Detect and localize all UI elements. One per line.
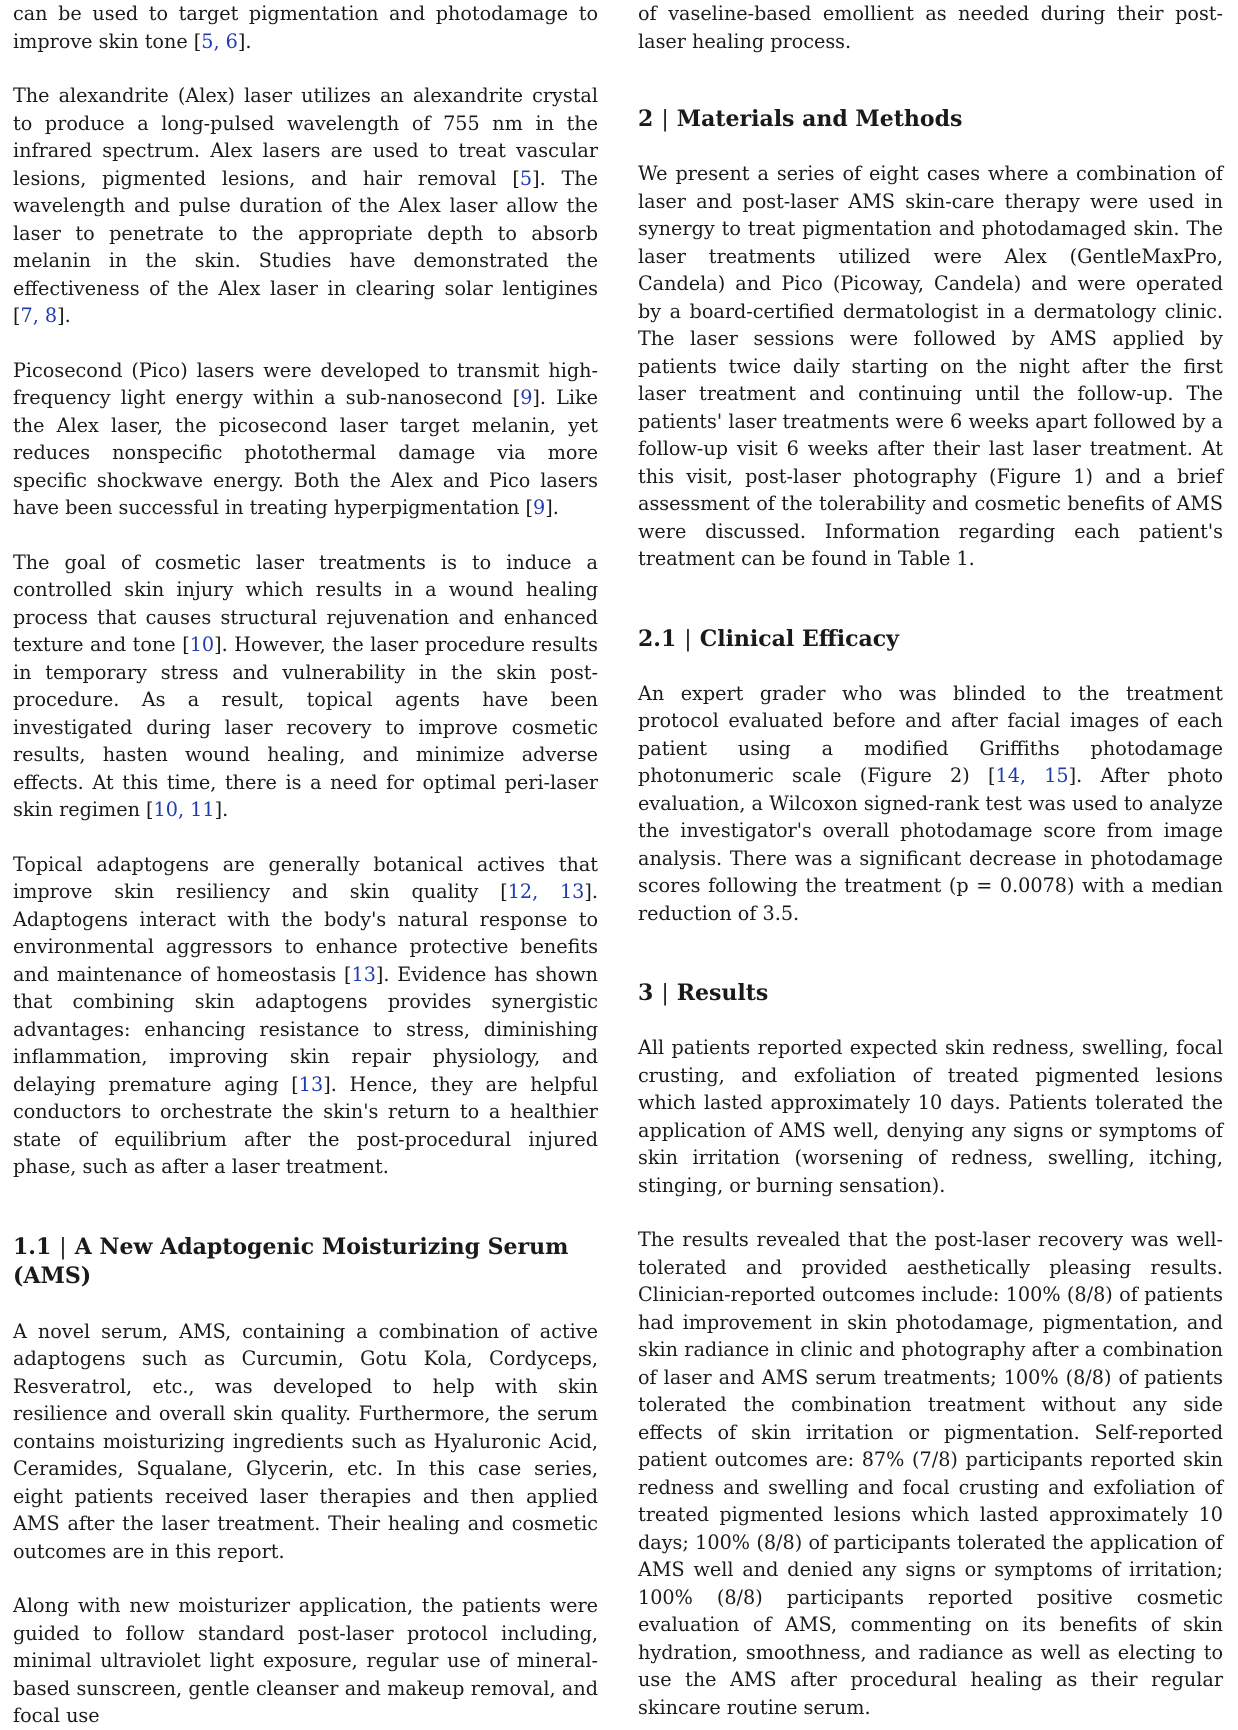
section-heading-2: 2 | Materials and Methods: [638, 106, 963, 132]
paragraph-adaptogens: Topical adaptogens are generally botanical actives that improve skin resiliency and skin quality [12, 13]. Adaptogens interact with the body's natural response to environmental aggressors to enhance protective benefits and maintenance of homeostasis [13]. Evidence has shown that combining skin adaptogens provides synergistic advantages: enhancing resistance to stress, diminishing inflammation, improving skin repair physiology, and delaying premature aging [13]. Hence, they are helpful conductors to orchestrate the skin's return to a healthier state of equilibrium after the post-procedural injured phase, such as after a laser treatment.: [13, 852, 598, 1178]
paragraph-pico-laser: Picosecond (Pico) lasers were developed to transmit high-frequency light energy within a sub-nanosecond [9]. Like the Alex laser, the picosecond laser target melanin, yet reduces nonspecific photothermal damage via more specific shockwave energy. Both the Alex and Pico lasers have been successful in treating hyperpigmentation [9].: [13, 358, 599, 519]
citation-reference[interactable]: 12, 13: [507, 880, 585, 903]
left-column: [13, 0, 598, 1730]
section-heading-3: 3 | Results: [638, 980, 769, 1006]
citation-reference[interactable]: 14, 15: [995, 764, 1069, 787]
citation-reference[interactable]: 10: [189, 633, 215, 656]
citation-reference[interactable]: 10, 11: [153, 798, 215, 821]
paragraph-results-tolerance: All patients reported expected skin redness, swelling, focal crusting, and exfoliation of treated pigmented lesions which lasted approximately 10 days. Patients tolerated the application of AMS well, denying any signs or symptoms of skin irritation (worsening of redness, swelling, itching, stinging, or burning sensation).: [638, 1036, 1223, 1197]
citation-reference[interactable]: 7, 8: [20, 304, 58, 327]
section-title: Materials and Methods: [676, 106, 963, 132]
section-number: 3: [638, 980, 654, 1006]
section-title: Results: [676, 980, 769, 1006]
section-number: 1.1: [13, 1233, 52, 1260]
right-column: [638, 0, 1223, 1721]
paragraph-alex-laser: The alexandrite (Alex) laser utilizes an alexandrite crystal to produce a long-pulsed wavelength of 755 nm in the infrared spectrum. Alex lasers are used to treat vascular lesions, pigmented lesions, and hair removal [5]. The wavelength and pulse duration of the Alex laser allow the laser to penetrate to the appropriate depth to absorb melanin in the skin. Studies have demonstrated the effectiveness of the Alex laser in clearing solar lentigines [7, 8].: [13, 84, 598, 327]
paragraph-ams-serum: A novel serum, AMS, containing a combination of active adaptogens such as Curcumin, Gotu Kola, Cordyceps, Resveratrol, etc., was developed to help with skin resilience and overall skin quality. Furthermore, the serum contains moisturizing ingredients such as Hyaluronic Acid, Ceramides, Squalane, Glycerin, etc. In this case series, eight patients received laser therapies and then applied AMS after the laser treatment. Their healing and cosmetic outcomes are in this report.: [13, 1319, 598, 1563]
paragraph-intro-tail: can be used to target pigmentation and photodamage to improve skin tone [5, 6].: [13, 2, 598, 53]
citation-reference[interactable]: 9: [532, 496, 546, 519]
paragraph-results-outcomes: The results revealed that the post-laser recovery was well-tolerated and provided aesthetically pleasing results. Clinician-reported outcomes include: 100% (8/8) of patients had improvement in skin photodamage, pigmentation, and skin radiance in clinic and photography after a combination of laser and AMS serum treatments; 100% (8/8) of patients tolerated the combination treatment without any side effects of skin irritation or pigmentation. Self-reported patient outcomes are: 87% (7/8) participants reported skin redness and swelling and focal crusting and exfoliation of treated pigmented lesions which lasted approximately 10 days; 100% (8/8) of participants tolerated the application of AMS well and denied any signs or symptoms of irritation; 100% (8/8) participants reported positive cosmetic evaluation of AMS, commenting on its benefits of skin hydration, smoothness, and radiance as well as electing to use the AMS after procedural healing as their regular skincare routine serum.: [638, 1228, 1223, 1719]
paragraph-methods: We present a series of eight cases where a combination of laser and post-laser AMS skin-care therapy were used in synergy to treat pigmentation and photodamaged skin. The laser treatments utilized were Alex (GentleMaxPro, Candela) and Pico (Picoway, Candela) and were operated by a board-certified dermatologist in a dermatology clinic. The laser sessions were followed by AMS applied by patients twice daily starting on the night after the first laser treatment and continuing until the follow-up. The patients' laser treatments were 6 weeks apart followed by a follow-up visit 6 weeks after their last laser treatment. At this visit, post-laser photography (Figure 1) and a brief assessment of the tolerability and cosmetic benefits of AMS were discussed. Information regarding each patient's treatment can be found in Table 1.: [638, 162, 1223, 570]
citation-reference[interactable]: 5, 6: [201, 29, 238, 53]
section-heading-1-1: 1.1 | A New Adaptogenic Moisturizing Serum (AMS): [13, 1233, 569, 1289]
paragraph-clinical-efficacy: An expert grader who was blinded to the treatment protocol evaluated before and after facial images of each patient using a modified Griffiths photodamage photonumeric scale (Figure 2) [14, 15]. After photo evaluation, a Wilcoxon signed-rank test was used to analyze the investigator's overall photodamage score from image analysis. There was a significant decrease in photodamage scores following the treatment (p = 0.0078) with a median reduction of 3.5.: [638, 681, 1223, 925]
section-number: 2.1: [638, 625, 677, 652]
citation-reference[interactable]: 5: [519, 166, 533, 190]
citation-reference[interactable]: 13: [351, 962, 376, 986]
paragraph-cosmetic-goal: The goal of cosmetic laser treatments is to induce a controlled skin injury which results in a wound healing process that causes structural rejuvenation and enhanced texture and tone [10]. However, the laser procedure results in temporary stress and vulnerability in the skin post-procedure. As a result, topical agents have been investigated during laser recovery to improve cosmetic results, hasten wound healing, and minimize adverse effects. At this time, there is a need for optimal peri-laser skin regimen [10, 11].: [13, 550, 598, 821]
section-title: A New Adaptogenic Moisturizing Serum (AMS): [13, 1233, 569, 1289]
section-heading-2-1: 2.1 | Clinical Efficacy: [638, 625, 899, 652]
section-title: Clinical Efficacy: [699, 625, 899, 652]
citation-reference[interactable]: 9: [520, 386, 533, 409]
paragraph-post-laser-protocol: Along with new moisturizer application, the patients were guided to follow standard post-laser protocol including, minimal ultraviolet light exposure, regular use of mineral-based sunscreen, gentle cleanser and makeup removal, and focal use: [13, 1594, 598, 1727]
paragraph-emollient-tail: of vaseline-based emollient as needed during their post-laser healing process.: [638, 2, 1223, 53]
citation-reference[interactable]: 13: [298, 1072, 324, 1096]
section-number: 2: [638, 106, 654, 132]
